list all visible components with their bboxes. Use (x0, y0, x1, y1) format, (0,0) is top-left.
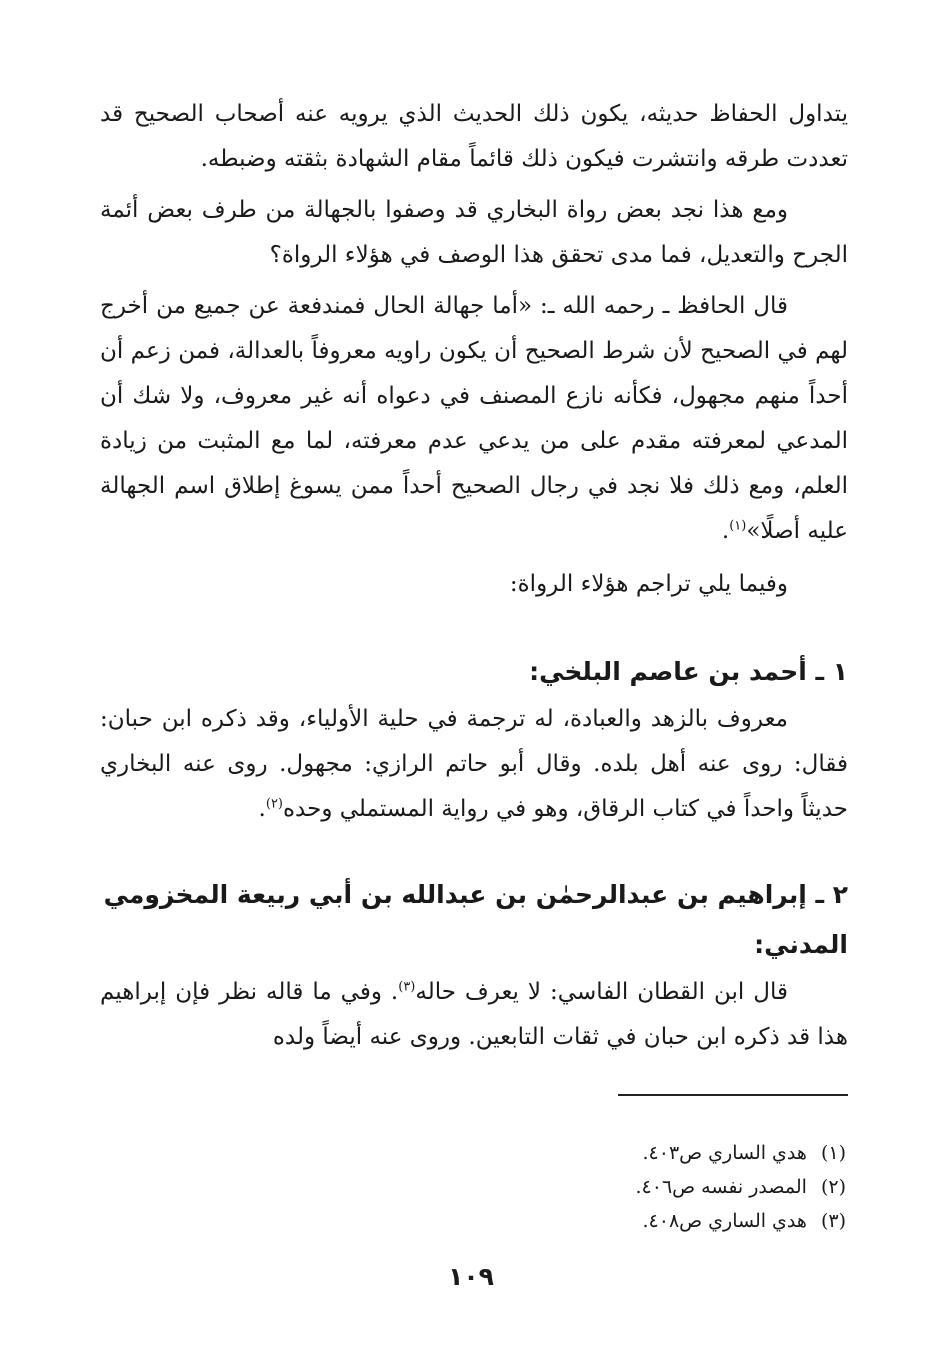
entry-heading-1: ١ ـ أحمد بن عاصم البلخي: (529, 657, 848, 686)
footnote-text: المصدر نفسه ص٤٠٦. (635, 1176, 807, 1198)
entry-text-2 (100, 970, 848, 1060)
quote-text: قال الحافظ ـ رحمه الله ـ: «أما جهالة الحال فمندفعة عن جميع من أخرج لهم في الصحيح لأن شرط الصحيح أن يكون راويه معروفاً بالعدالة، فمن زعم أن أحداً منهم مجهول، فكأنه نازع المصنف في دعواه أنه غير معروف، ولا شك أن المدعي لمعرفته مقدم على من يدعي عدم معرفته، لما مع المثبت من زيادة العلم، ومع ذلك فلا نجد في رجال الصحيح أحداً ممن يسوغ إطلاق اسم الجهالة عليه أصلًا» (100, 293, 848, 544)
footnote-number: (٣) (820, 1210, 846, 1232)
entry-text-1 (100, 697, 848, 832)
footnote-3 (636, 1204, 847, 1238)
paragraph-narrators-described: ومع هذا نجد بعض رواة البخاري قد وصفوا بالجهالة من طرف بعض أئمة الجرح والتعديل، فما مدى تحقق هذا الوصف في هؤلاء الرواة؟ (100, 197, 848, 268)
entry-1-end: . (258, 796, 266, 822)
footnote-ref-2[interactable]: (٢) (265, 796, 283, 812)
footnote-number: (٢) (820, 1176, 846, 1198)
footnote-divider (618, 1094, 848, 1096)
entry-heading-2: ٢ ـ إبراهيم بن عبدالرحمٰن بن عبدالله بن أبي ربيعة المخزومي المدني: (103, 880, 848, 959)
footnotes (636, 1136, 847, 1238)
entry-2-body-a: قال ابن القطان الفاسي: لا يعرف حاله (415, 979, 789, 1005)
footnote-number: (١) (820, 1142, 846, 1164)
paragraph-lead-in: وفيما يلي تراجم هؤلاء الرواة: (509, 571, 788, 597)
footnote-text: هدي الساري ص٤٠٣. (642, 1142, 807, 1164)
entry-1-body: معروف بالزهد والعبادة، له ترجمة في حلية الأولياء، وقد ذكره ابن حبان: فقال: روى عنه أهل بلده. وقال أبو حاتم الرازي: مجهول. روى عنه البخاري حديثاً واحداً في كتاب الرقاق، وهو في رواية المستملي وحده (100, 706, 848, 822)
footnote-text: هدي الساري ص٤٠٨. (642, 1210, 807, 1232)
page-body (100, 92, 848, 1060)
paragraph-hafiz-quote (100, 284, 848, 554)
footnote-2 (636, 1170, 847, 1204)
paragraph-continuation: يتداول الحفاظ حديثه، يكون ذلك الحديث الذي يرويه عنه أصحاب الصحيح قد تعددت طرقه وانتشرت فيكون ذلك قائماً مقام الشهادة بثقته وضبطه. (100, 101, 848, 172)
footnote-1 (636, 1136, 847, 1170)
quote-end: . (721, 518, 730, 544)
footnote-ref-1[interactable]: (١) (729, 518, 747, 534)
footnote-ref-3[interactable]: (٣) (398, 979, 416, 995)
page-number: ١٠٩ (448, 1262, 494, 1291)
entry-2-body-b: . وفي ما قاله نظر فإن إبراهيم هذا قد ذكره ابن حبان في ثقات التابعين. وروى عنه أيضاً ولده (100, 979, 848, 1050)
